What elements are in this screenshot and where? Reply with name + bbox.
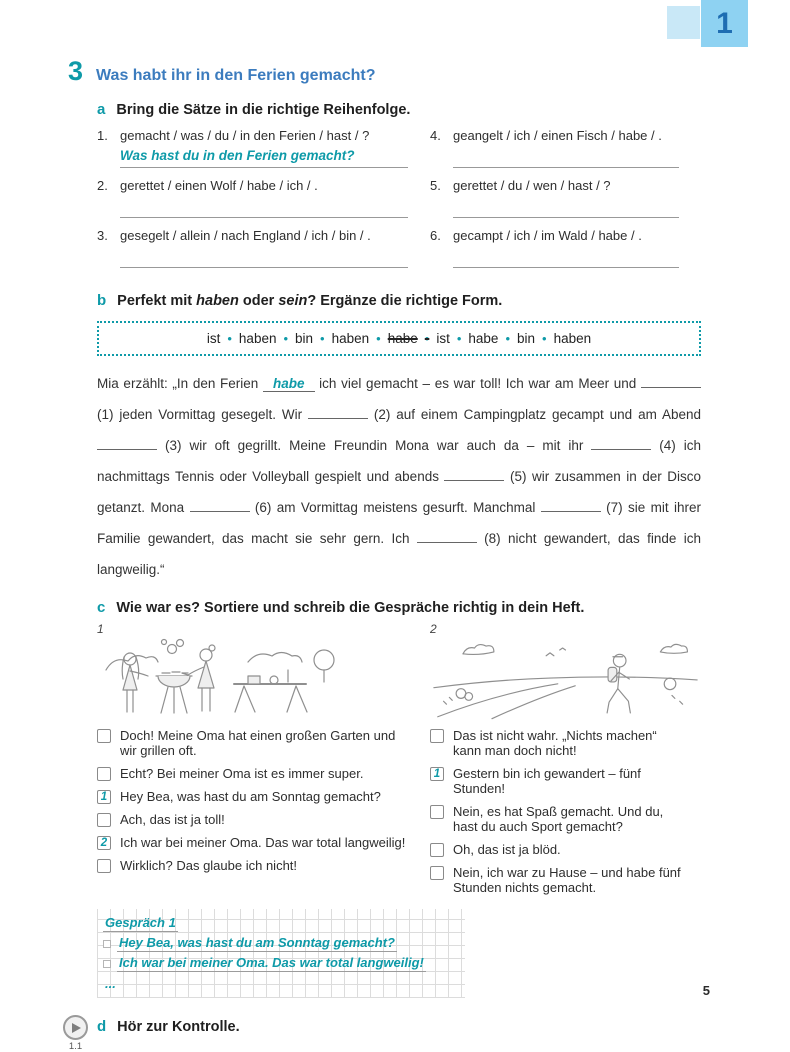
dialog-text: Hey Bea, was hast du am Sonntag gemacht? xyxy=(120,789,381,804)
task-b-title-part: ? Ergänze die richtige Form. xyxy=(307,293,503,309)
fill-in-blank[interactable] xyxy=(444,467,504,481)
order-checkbox[interactable] xyxy=(97,813,111,827)
audio-control xyxy=(63,1015,88,1052)
sentence-item xyxy=(430,228,701,268)
word-bank-word: bin • xyxy=(295,331,332,346)
word-bank-word: habe • xyxy=(468,331,517,346)
sentence-line xyxy=(430,228,701,243)
illustration-1-wrap xyxy=(97,622,430,720)
scrambled-sentence: gesegelt / allein / nach England / ich / bin / . xyxy=(120,228,371,243)
chapter-badge-square-small xyxy=(667,6,700,39)
task-c-header xyxy=(97,599,701,616)
dialog-text: Ich war bei meiner Oma. Das war total langweilig! xyxy=(120,835,406,850)
task-b-title-part: oder xyxy=(238,293,279,309)
task-b-title-italic: sein xyxy=(278,293,308,309)
answer-line[interactable] xyxy=(453,247,679,268)
dialog-text: Nein, ich war zu Hause – und habe fünf Stunden nichts gemacht. xyxy=(453,865,681,895)
dialog-text: Oh, das ist ja blöd. xyxy=(453,842,561,857)
word-bank-word: haben xyxy=(553,331,592,346)
dialog-item xyxy=(430,865,701,895)
fill-in-blank[interactable] xyxy=(541,498,601,512)
chapter-badge xyxy=(701,0,748,47)
scrambled-sentence: geangelt / ich / einen Fisch / habe / . xyxy=(453,128,662,143)
notebook-handwriting: Hey Bea, was hast du am Sonntag gemacht? xyxy=(119,935,395,950)
chapter-number: 1 xyxy=(716,6,733,40)
answer-line[interactable] xyxy=(453,197,679,218)
task-d-letter: d xyxy=(97,1018,107,1035)
item-number: 1. xyxy=(97,128,108,143)
dialog-text: Doch! Meine Oma hat einen großen Garten und wir grillen oft. xyxy=(120,728,396,758)
fill-in-blank[interactable] xyxy=(417,529,477,543)
page-content xyxy=(68,56,702,1052)
dialog-text: Echt? Bei meiner Oma ist es immer super. xyxy=(120,766,364,781)
scrambled-sentence: gerettet / einen Wolf / habe / ich / . xyxy=(120,178,318,193)
notebook-line xyxy=(103,912,459,932)
task-d xyxy=(68,1018,701,1052)
dialog-item xyxy=(430,766,701,796)
exercise-number: 3 xyxy=(68,56,84,86)
order-checkbox[interactable] xyxy=(97,767,111,781)
exercise-title: Was habt ihr in den Ferien gemacht? xyxy=(96,67,376,84)
order-checkbox[interactable] xyxy=(97,729,111,743)
notebook-line xyxy=(103,972,459,992)
order-checkbox[interactable]: 1 xyxy=(430,767,444,781)
dialog-item xyxy=(97,858,430,873)
sentence-line xyxy=(430,178,701,193)
play-icon xyxy=(72,1023,81,1033)
item-number: 5. xyxy=(430,178,441,193)
task-b-title-part: Perfekt mit xyxy=(117,293,197,309)
sentence-item xyxy=(430,128,701,168)
notebook-checkbox xyxy=(103,960,111,968)
task-c-letter: c xyxy=(97,599,106,616)
task-d-header xyxy=(97,1018,701,1035)
fill-in-blank[interactable] xyxy=(97,436,157,450)
fill-in-blank[interactable] xyxy=(591,436,651,450)
exercise-header xyxy=(68,56,701,87)
page-number: 5 xyxy=(702,983,710,998)
dialog-item xyxy=(430,804,701,834)
task-b-title-italic: haben xyxy=(196,293,239,309)
order-checkbox[interactable]: 1 xyxy=(97,790,111,804)
scrambled-sentence: gecampt / ich / im Wald / habe / . xyxy=(453,228,642,243)
order-checkbox[interactable] xyxy=(430,843,444,857)
word-bank xyxy=(97,321,701,356)
dialog-text: Ach, das ist ja toll! xyxy=(120,812,225,827)
task-b-letter: b xyxy=(97,292,107,309)
gap-fill-paragraph: Mia erzählt: „In den Ferien habe ich viel gemacht – es war toll! Ich war am Meer und (1) jeden Vormittag gesegelt. Wir (2) auf einem Campingplatz gecampt und am Abend (3) wir oft gegrillt. Meine Freundin Mona war auch da – mit ihr (4) ich nachmittags Tennis oder Volleyball gespielt und abends (5) wir zusammen in der Disco getanzt. Mona (6) am Vormittag meistens gesurft. Manchmal (7) sie mit ihrer Familie gewandert, das macht sie sehr gern. Ich (8) nicht gewandert, das finde ich langweilig.“ xyxy=(97,376,702,577)
answer-line[interactable] xyxy=(120,147,408,168)
word-bank-word: haben • xyxy=(239,331,295,346)
dialog-item xyxy=(97,835,430,850)
dialog-text: Das ist nicht wahr. „Nichts machen“ kann man doch nicht! xyxy=(453,728,657,758)
word-bank-word: bin • xyxy=(517,331,554,346)
word-bank-word: ist • xyxy=(207,331,239,346)
item-number: 6. xyxy=(430,228,441,243)
sentence-item xyxy=(97,178,430,218)
word-bank-word: habe • xyxy=(388,331,437,346)
task-a-column-right xyxy=(430,128,701,278)
illustration-1-label: 1 xyxy=(97,622,104,636)
answer-line[interactable] xyxy=(453,147,679,168)
sentence-line xyxy=(97,178,430,193)
answer-line[interactable] xyxy=(120,247,408,268)
scrambled-sentence: gerettet / du / wen / hast / ? xyxy=(453,178,611,193)
task-b-header xyxy=(97,292,701,309)
notebook-handwriting: Gespräch 1 xyxy=(105,915,176,930)
notebook-handwriting: ... xyxy=(105,976,116,991)
dialog-item xyxy=(430,728,701,758)
item-number: 2. xyxy=(97,178,108,193)
dialog-item xyxy=(97,812,430,827)
task-c-title: Wie war es? Sortiere und schreib die Gespräche richtig in dein Heft. xyxy=(116,600,585,616)
notebook-checkbox xyxy=(103,940,111,948)
task-a-letter: a xyxy=(97,101,106,118)
answer-line[interactable] xyxy=(120,197,408,218)
notebook-handwriting: Ich war bei meiner Oma. Das war total langweilig! xyxy=(119,955,424,970)
scrambled-sentence: gemacht / was / du / in den Ferien / hast / ? xyxy=(120,128,370,143)
task-a-items xyxy=(97,128,701,278)
dialog-sorting xyxy=(97,728,701,903)
item-number: 3. xyxy=(97,228,108,243)
audio-play-button[interactable] xyxy=(63,1015,88,1040)
barbecue-illustration xyxy=(97,638,347,720)
illustration-2-label: 2 xyxy=(430,622,437,636)
dialog-text: Gestern bin ich gewandert – fünf Stunden! xyxy=(453,766,641,796)
notebook-line xyxy=(103,932,459,952)
fill-in-blank[interactable] xyxy=(308,405,368,419)
handwritten-answer: Was hast du in den Ferien gemacht? xyxy=(120,148,355,163)
task-a-header xyxy=(97,101,701,118)
order-checkbox[interactable] xyxy=(430,805,444,819)
sentence-item xyxy=(97,128,430,168)
dialog-list-1 xyxy=(97,728,430,903)
dialog-text: Nein, es hat Spaß gemacht. Und du, hast du auch Sport gemacht? xyxy=(453,804,664,834)
order-checkbox[interactable] xyxy=(430,866,444,880)
dialog-item xyxy=(97,766,430,781)
notebook-grid[interactable] xyxy=(97,909,465,998)
order-checkbox[interactable]: 2 xyxy=(97,836,111,850)
handwritten-fill: habe xyxy=(263,376,315,392)
sentence-line xyxy=(430,128,701,143)
dialog-item xyxy=(97,728,430,758)
dialog-text: Wirklich? Das glaube ich nicht! xyxy=(120,858,298,873)
sentence-line xyxy=(97,128,430,143)
illustration-2-wrap xyxy=(430,622,701,720)
fill-in-blank[interactable] xyxy=(641,374,701,388)
hiking-illustration xyxy=(430,638,701,720)
task-d-title: Hör zur Kontrolle. xyxy=(117,1019,240,1035)
dialog-item xyxy=(430,842,701,857)
task-b-title xyxy=(117,293,502,309)
sentence-line xyxy=(97,228,430,243)
sentence-item xyxy=(430,178,701,218)
audio-track-number: 1.1 xyxy=(68,1041,83,1052)
task-a-title: Bring die Sätze in die richtige Reihenfolge. xyxy=(116,102,411,118)
notebook-line xyxy=(103,952,459,972)
order-checkbox[interactable] xyxy=(97,859,111,873)
item-number: 4. xyxy=(430,128,441,143)
dialog-list-2 xyxy=(430,728,701,903)
illustrations xyxy=(97,622,701,720)
order-checkbox[interactable] xyxy=(430,729,444,743)
dialog-item xyxy=(97,789,430,804)
word-bank-word: ist • xyxy=(436,331,468,346)
task-a-column-left xyxy=(97,128,430,278)
word-bank-word: haben • xyxy=(332,331,388,346)
sentence-item xyxy=(97,228,430,268)
fill-in-blank[interactable] xyxy=(190,498,250,512)
